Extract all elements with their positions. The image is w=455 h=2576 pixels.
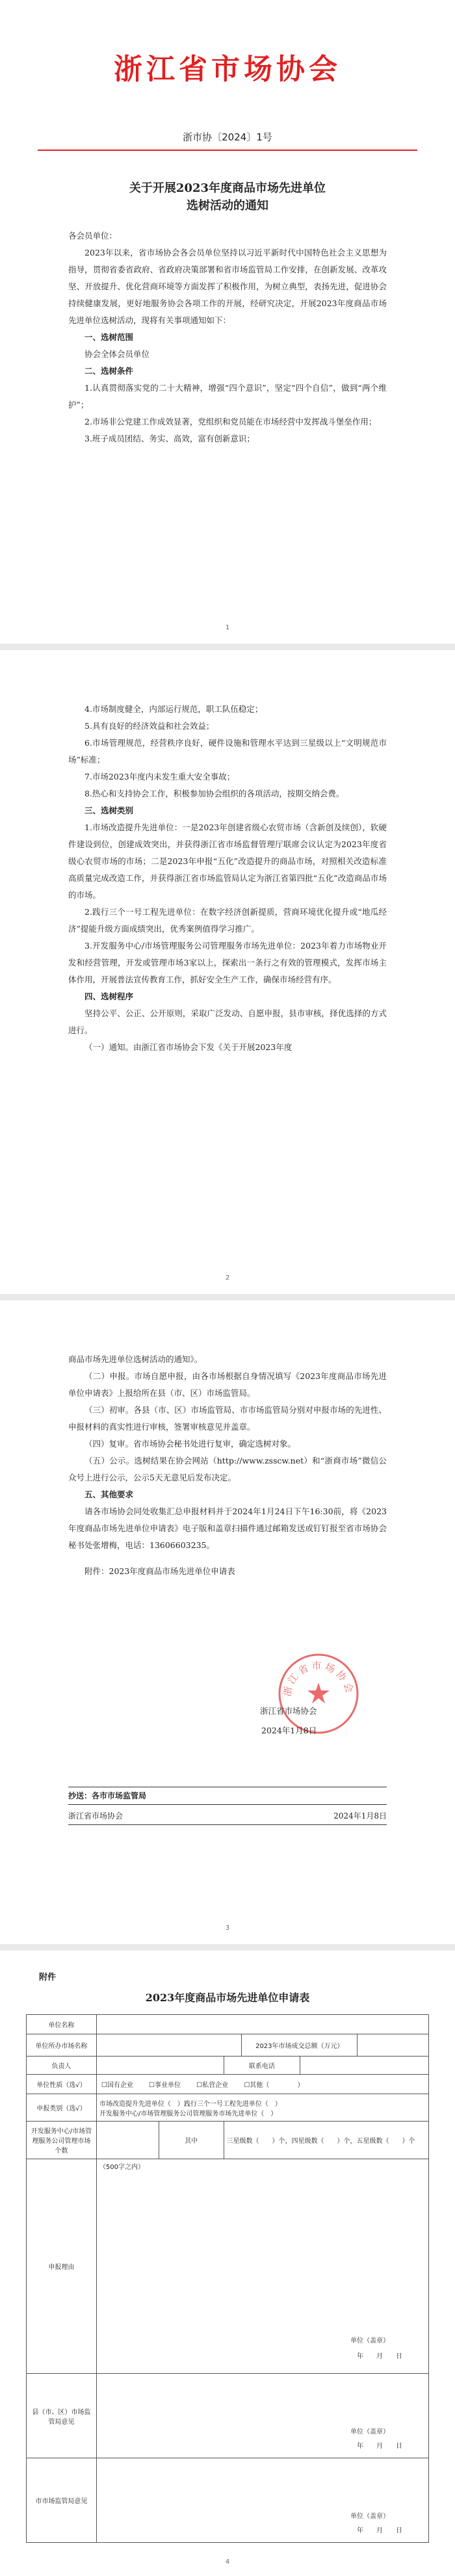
nature-option-state[interactable]: ☐ 国有企业: [99, 2082, 133, 2089]
page-number: 3: [225, 1925, 230, 1932]
document-number: 浙市协〔2024〕1号: [183, 131, 272, 143]
condition-1: 1.认真贯彻落实党的二十大精神，增强“四个意识”，坚定“四个自信”，做到“两个维护”；: [68, 383, 387, 410]
contact-field[interactable]: [300, 2057, 429, 2075]
procedure-1-start: （一）通知。由浙江省市场协会下发《关于开展2023年度: [84, 1042, 292, 1052]
county-date-fill: 年 月 日: [357, 2443, 402, 2450]
salutation: 各会员单位：: [68, 231, 118, 241]
market-name-field[interactable]: [96, 2034, 242, 2057]
category-label: 申报类别（选√）: [27, 2094, 97, 2122]
table-row: [27, 2015, 429, 2034]
trade-volume-field[interactable]: [358, 2034, 429, 2057]
page-4: [0, 1951, 455, 2576]
county-opinion-label: 县（市、区）市场监管局意见: [27, 2374, 97, 2458]
condition-7: 7.市场2023年度内未发生重大安全事故；: [84, 772, 235, 782]
section-1-text: 协会全体会员单位: [84, 349, 150, 359]
unit-name-label: 单位名称: [27, 2015, 97, 2034]
contact-label: 联系电话: [224, 2057, 300, 2075]
form-title: 2023年度商品市场先进单位申请表: [145, 1991, 310, 2004]
title-line-1: 关于开展2023年度商品市场先进单位: [129, 181, 326, 195]
condition-8: 8.热心和支持协会工作，积极参加协会组织的各项活动，按期交纳会费。: [84, 789, 344, 798]
condition-2: 2.市场非公党建工作成效显著，党组织和党员能在市场经营中发挥战斗堡垒作用；: [84, 417, 377, 427]
star-counts[interactable]: 三星级数（ ）个，四星级数（ ）个，五星级数（ ）个: [224, 2122, 429, 2159]
section-1-heading: 一、选树范围: [84, 332, 134, 342]
section-4-text: 坚持公平、公正、公开原则，采取广泛发动、自愿申报，县市审核，择优选择的方式进行。: [68, 1008, 387, 1035]
page-3: [0, 1300, 455, 1944]
table-row: [27, 2034, 429, 2057]
procedure-1-end: 商品市场先进单位选树活动的通知》。: [68, 1354, 203, 1364]
condition-4: 4.市场制度健全，内部运行规范，职工队伍稳定；: [84, 704, 263, 714]
county-opinion-field[interactable]: [96, 2374, 428, 2458]
city-opinion-field[interactable]: [96, 2458, 428, 2543]
page-2-body: [68, 701, 387, 1056]
official-seal-icon: [276, 1651, 361, 1736]
nature-options: [96, 2075, 428, 2094]
letterhead: 浙江省市场协会: [114, 53, 341, 86]
cc-line: 抄送：各市市场监管局: [68, 1787, 387, 1805]
issuer-date: 2024年1月8日: [333, 1811, 387, 1820]
procedure-5: （五）公示。选树结果在协会网站（http://www.zsscw.net）和“浙商市场”微信公众号上进行公示，公示5天无意见后发布决定。: [68, 1456, 387, 1482]
section-5-text: 请各市场协会同处收集汇总申报材料并于2024年1月24日下午16:30前，将《2023年度商品市场先进单位申请表》电子版和盖章扫描件通过邮箱发送或钉钉报至省市场协会秘书处张增梅，电话：13606603235。: [68, 1506, 387, 1550]
procedure-2: （二）申报。市场自愿申报，由各市场根据自身情况填写《2023年度商品市场先进单位申请表》上报给所在县（市、区）市场监管局。: [68, 1371, 387, 1398]
procedure-4: （四）复审。省市场协会秘书处进行复审，确定选树对象。: [84, 1439, 296, 1449]
county-stamp-label: 单位（盖章）: [350, 2428, 389, 2436]
table-row: [27, 2122, 429, 2159]
page-2: [0, 650, 455, 1294]
category-2: 2.践行三个一号工程先进单位：在数字经济创新提质，营商环境优化提升或“地瓜经济”提能升级方面成绩突出，优秀案例值得学习推广。: [68, 907, 387, 934]
section-5-heading: 五、其他要求: [84, 1490, 134, 1499]
issuer-org: 浙江省市场协会: [68, 1811, 124, 1820]
category-options-line-1: 市场改造提升先进单位（ ）践行三个一号工程先进单位（ ）: [99, 2100, 281, 2108]
page-number: 1: [225, 624, 230, 631]
attachment-label: 附件: [39, 1973, 57, 1982]
table-row: [27, 2159, 429, 2374]
city-stamp-label: 单位（盖章）: [350, 2513, 389, 2520]
attachment-note: 附件：2023年度商品市场先进单位申请表: [84, 1566, 235, 1576]
table-row: [27, 2094, 429, 2122]
page-number: 4: [225, 2558, 230, 2566]
red-divider: [38, 150, 417, 151]
signature-date: 2024年1月8日: [261, 1726, 317, 1735]
person-label: 负责人: [27, 2057, 97, 2075]
table-row: [27, 2374, 429, 2458]
procedure-3: （三）初审。各县（市、区）市场监管局、市市场监管局分别对申报市场的先进性、申报材料的真实性进行审核，签署审核意见并盖章。: [68, 1405, 387, 1432]
seal-text: 浙江省市场协会: [281, 1659, 356, 1698]
category-3: 3.开发服务中心/市场管理服务公司管理服务市场先进单位：2023年着力市场物业开发和经营管理，开发或管理市场3家以上，探索出一条行之有效的管理模式，发挥市场主体作用，开展普法宣传教育工作，抓好安全生产工作，确保市场经营有序。: [68, 941, 387, 984]
category-1: 1.市场改造提升先进单位：一是2023年创建省级心农贸市场（含新创及续创），软硬件建设到位，创建成效突出，并获得浙江省市场监督管理厅联席会议认定为2023年度省级心农贸市场的市场；二是2023年申报“五化”改造提升的商品市场，对照相关改造标准高质量完成改造工作，并获得浙江省市场监管局认定为浙江省第四批“五化”改造商品市场的市场。: [68, 822, 387, 900]
condition-6: 6.市场管理规范，经营秩序良好，硬件设施和管理水平达到三星级以上“文明规范市场”标准；: [68, 738, 387, 765]
date-fill: 年 月 日: [357, 2353, 402, 2360]
unit-name-field[interactable]: [96, 2015, 428, 2034]
city-date-fill: 年 月 日: [357, 2527, 402, 2534]
market-name-label: 单位所办市场名称: [27, 2034, 97, 2057]
nature-label: 单位性质（选√）: [27, 2075, 97, 2094]
section-4-heading: 四、选树程序: [84, 992, 134, 1001]
section-2-heading: 二、选树条件: [84, 366, 134, 376]
nature-option-private[interactable]: ☐ 私营企业: [194, 2082, 228, 2089]
stamp-label: 单位（盖章）: [350, 2337, 389, 2345]
nature-other-close: ）: [271, 2082, 304, 2089]
section-3-heading: 三、选树类别: [84, 806, 134, 815]
issuer-line: [68, 1807, 387, 1825]
application-form-table: [26, 2014, 429, 2543]
category-options[interactable]: [96, 2094, 428, 2122]
page-3-body: [68, 1351, 387, 1580]
title-line-2: 选树活动的通知: [187, 199, 268, 213]
category-options-line-2: 开发服务中心/市场管理服务公司管理服务市场先进单位（ ）: [99, 2110, 278, 2118]
managed-label: 开发服务中心/市场管理服务公司管理市场个数: [27, 2122, 97, 2159]
page-number: 2: [225, 1274, 230, 1281]
page-1: [0, 0, 455, 644]
table-row: [27, 2075, 429, 2094]
table-row: [27, 2458, 429, 2543]
managed-field[interactable]: [96, 2122, 159, 2159]
city-opinion-label: 市市场监管局意见: [27, 2458, 97, 2543]
intro-paragraph: 2023年以来，省市场协会各会员单位坚持以习近平新时代中国特色社会主义思想为指导，贯彻省委省政府、省政府决策部署和省市场监管局工作安排，在创新发展、改革攻坚、开放提升、优化营商环境等方面发挥了积极作用，为树立典型，表扬先进，促进协会持续健康发展，更好地服务协会各项工作的开展，经研究决定，开展2023年度商品市场先进单位选树活动，现将有关事项通知如下：: [68, 248, 387, 325]
nature-option-public[interactable]: ☐ 事业单位: [147, 2082, 181, 2089]
of-which-label: 其中: [159, 2122, 224, 2159]
nature-option-other[interactable]: ☐ 其他（: [242, 2082, 269, 2089]
apply-reason-label: 申报理由: [27, 2159, 97, 2374]
page-1-body: [68, 228, 387, 447]
notice-title: [0, 179, 455, 215]
person-field[interactable]: [96, 2057, 224, 2075]
apply-reason-field[interactable]: [96, 2159, 428, 2374]
condition-3: 3.班子成员团结、务实、高效，富有创新意识；: [84, 434, 255, 443]
word-limit-note: （500字之内）: [99, 2164, 144, 2171]
table-row: [27, 2057, 429, 2075]
trade-volume-label: 2023年市场成交总额（万元）: [242, 2034, 358, 2057]
signature-org: 浙江省市场协会: [260, 1706, 317, 1716]
condition-5: 5.具有良好的经济效益和社会效益；: [84, 721, 214, 731]
